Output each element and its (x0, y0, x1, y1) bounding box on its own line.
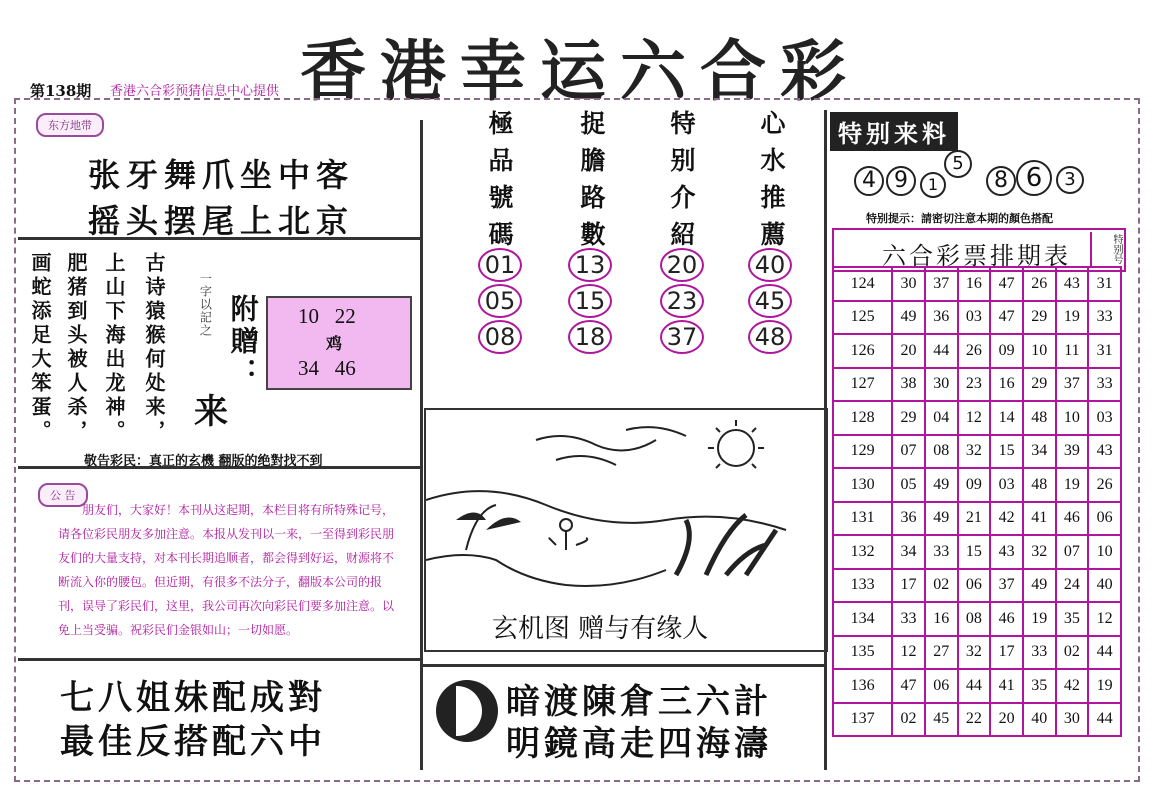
number-cell: 43 (1056, 267, 1089, 301)
gift-label: 附贈： (226, 294, 260, 390)
number-cell: 26 (1023, 267, 1056, 301)
number-cell: 30 (892, 267, 925, 301)
divider (18, 658, 420, 661)
special-digit: 8 (986, 166, 1016, 196)
number-cell: 20 (892, 334, 925, 368)
table-row (833, 535, 1121, 569)
number-cell: 34 (892, 535, 925, 569)
number-cell: 49 (925, 502, 958, 536)
gift-box (266, 296, 412, 390)
divider (420, 664, 824, 667)
vertical-poem-2: 上山下海出龙神。 (102, 252, 126, 444)
column-heading-4: 心水推薦 (757, 110, 786, 258)
table-row (833, 669, 1121, 703)
table-row (833, 401, 1121, 435)
number-cell: 16 (958, 267, 991, 301)
gift-number: 22 (334, 304, 356, 328)
special-number-cell: 10 (1088, 535, 1121, 569)
number-cell: 06 (925, 669, 958, 703)
number-cell: 42 (990, 502, 1023, 536)
number-cell: 23 (958, 368, 991, 402)
number-cell: 11 (1056, 334, 1089, 368)
number-cell: 04 (925, 401, 958, 435)
column-heading-2: 捉膽路數 (577, 110, 606, 258)
issue-cell: 127 (833, 368, 892, 402)
number-cell: 47 (990, 301, 1023, 335)
special-number-cell: 44 (1088, 703, 1121, 737)
number-cell: 02 (1056, 636, 1089, 670)
special-digit: 5 (944, 150, 972, 178)
number-cell: 49 (892, 301, 925, 335)
special-number-cell: 19 (1088, 669, 1121, 703)
divider (420, 120, 423, 770)
table-row (833, 703, 1121, 737)
number-cell: 42 (1056, 669, 1089, 703)
number-circle: 45 (748, 284, 792, 318)
special-number-cell: 03 (1088, 401, 1121, 435)
picture-caption: 玄机图 赠与有缘人 (492, 614, 709, 644)
schedule-table (832, 266, 1122, 737)
number-cell: 20 (990, 703, 1023, 737)
table-row (833, 502, 1121, 536)
number-cell: 32 (958, 435, 991, 469)
number-cell: 24 (1056, 569, 1089, 603)
special-digit: 9 (886, 166, 916, 196)
vertical-poem-1: 古诗猿猴何处来， (142, 252, 166, 444)
table-row (833, 435, 1121, 469)
special-number-cell: 31 (1088, 334, 1121, 368)
special-number-cell: 40 (1088, 569, 1121, 603)
number-cell: 06 (958, 569, 991, 603)
issue-cell: 131 (833, 502, 892, 536)
gift-number: 34 (298, 356, 319, 380)
issue-cell: 134 (833, 602, 892, 636)
number-cell: 10 (1056, 401, 1089, 435)
issue-cell: 124 (833, 267, 892, 301)
number-cell: 29 (1023, 368, 1056, 402)
number-cell: 45 (925, 703, 958, 737)
number-circle: 20 (660, 248, 704, 282)
number-cell: 40 (1023, 703, 1056, 737)
poem-line-1: 张牙舞爪坐中客 (88, 156, 355, 194)
number-circle: 23 (660, 284, 704, 318)
number-circle: 13 (568, 248, 612, 282)
number-circle: 15 (568, 284, 612, 318)
issue-cell: 136 (833, 669, 892, 703)
number-cell: 36 (892, 502, 925, 536)
notice-tag: 公 告 (38, 483, 88, 507)
number-cell: 30 (925, 368, 958, 402)
number-cell: 08 (958, 602, 991, 636)
number-cell: 29 (892, 401, 925, 435)
issue-number: 第138期 (30, 82, 92, 100)
number-cell: 10 (1023, 334, 1056, 368)
number-cell: 29 (1023, 301, 1056, 335)
couplet-left-2: 最佳反搭配六中 (60, 722, 326, 762)
number-cell: 12 (892, 636, 925, 670)
page-title: 香港幸运六合彩 (300, 32, 860, 110)
number-cell: 17 (990, 636, 1023, 670)
number-cell: 49 (1023, 569, 1056, 603)
number-cell: 03 (990, 468, 1023, 502)
gift-number: 10 (298, 304, 319, 328)
issue-cell: 137 (833, 703, 892, 737)
issue-cell: 132 (833, 535, 892, 569)
gift-answer: 来 (194, 392, 228, 432)
issue-cell: 133 (833, 569, 892, 603)
vertical-poem-4: 画蛇添足大笨蛋。 (28, 252, 52, 444)
column-heading-3: 特别介紹 (667, 110, 696, 258)
number-cell: 14 (990, 401, 1023, 435)
poem-line-2: 摇头摆尾上北京 (88, 202, 355, 240)
table-row (833, 301, 1121, 335)
number-cell: 21 (958, 502, 991, 536)
number-cell: 15 (990, 435, 1023, 469)
number-cell: 09 (990, 334, 1023, 368)
special-number-cell: 33 (1088, 368, 1121, 402)
number-cell: 41 (1023, 502, 1056, 536)
yin-yang-icon (436, 680, 498, 742)
table-row (833, 636, 1121, 670)
special-digit: 4 (854, 166, 884, 196)
warning-line: 敬告彩民：真正的玄機 翻版的绝對找不到 (84, 454, 323, 469)
number-cell: 30 (1056, 703, 1089, 737)
special-number-cell: 06 (1088, 502, 1121, 536)
number-cell: 48 (1023, 468, 1056, 502)
special-digit: 3 (1056, 166, 1084, 194)
section-tag: 东方地带 (36, 113, 104, 137)
couplet-middle-2: 明鏡高走四海濤 (506, 724, 772, 764)
number-cell: 47 (892, 669, 925, 703)
number-cell: 15 (958, 535, 991, 569)
number-cell: 41 (990, 669, 1023, 703)
gift-zodiac: 鸡 (326, 334, 343, 353)
number-cell: 38 (892, 368, 925, 402)
number-cell: 07 (1056, 535, 1089, 569)
issue-cell: 128 (833, 401, 892, 435)
number-cell: 27 (925, 636, 958, 670)
special-hint: 特别提示：請密切注意本期的顏色搭配 (866, 212, 1053, 225)
hint-picture-panel (424, 408, 828, 652)
column-heading-1: 極品號碼 (485, 110, 514, 258)
couplet-left-1: 七八姐妹配成對 (60, 678, 326, 718)
number-cell: 37 (990, 569, 1023, 603)
issue-cell: 129 (833, 435, 892, 469)
number-cell: 33 (892, 602, 925, 636)
special-digit: 6 (1016, 160, 1052, 196)
special-title: 特别来料 (830, 112, 958, 151)
gift-side-text: 一字以記之 (198, 272, 213, 337)
number-circle: 37 (660, 320, 704, 354)
special-number-cell: 44 (1088, 636, 1121, 670)
number-cell: 33 (925, 535, 958, 569)
number-cell: 47 (990, 267, 1023, 301)
number-cell: 48 (1023, 401, 1056, 435)
number-cell: 46 (1056, 502, 1089, 536)
issue-cell: 135 (833, 636, 892, 670)
number-cell: 32 (958, 636, 991, 670)
number-cell: 19 (1056, 468, 1089, 502)
number-cell: 39 (1056, 435, 1089, 469)
schedule-title: 六合彩票排期表 (882, 242, 1071, 270)
number-cell: 37 (1056, 368, 1089, 402)
number-cell: 49 (925, 468, 958, 502)
number-cell: 34 (1023, 435, 1056, 469)
number-cell: 19 (1056, 301, 1089, 335)
special-number-cell: 31 (1088, 267, 1121, 301)
number-cell: 26 (958, 334, 991, 368)
number-cell: 08 (925, 435, 958, 469)
number-circle: 40 (748, 248, 792, 282)
number-cell: 02 (925, 569, 958, 603)
number-cell: 17 (892, 569, 925, 603)
notice-text: 朋友们，大家好！本刊从这起期，本栏目将有所特殊记号，请各位彩民朋友多加注意。本报从发刊以一来，一至得到彩民朋友们的大量支持，对本刊长期追顺者，都会得到好运，财源将不断流入你的腰包。但近期，有很多不法分子，翻版本公司的报刊，误导了彩民们，这里，我公司再次向彩民们要多加注意。以免上当受骗。祝彩民们金银如山；一切如愿。 (58, 503, 395, 637)
table-row (833, 368, 1121, 402)
number-cell: 05 (892, 468, 925, 502)
number-cell: 44 (925, 334, 958, 368)
sponsor-line: 香港六合彩预猜信息中心提供 (110, 84, 280, 99)
table-row (833, 334, 1121, 368)
number-cell: 37 (925, 267, 958, 301)
table-row (833, 267, 1121, 301)
issue-cell: 126 (833, 334, 892, 368)
special-number-cell: 43 (1088, 435, 1121, 469)
special-number-label: 特别号 (1090, 232, 1122, 266)
number-cell: 43 (990, 535, 1023, 569)
number-cell: 16 (990, 368, 1023, 402)
special-number-cell: 12 (1088, 602, 1121, 636)
number-circle: 18 (568, 320, 612, 354)
number-circle: 01 (478, 248, 522, 282)
number-cell: 44 (958, 669, 991, 703)
number-cell: 03 (958, 301, 991, 335)
table-row (833, 569, 1121, 603)
gift-number: 46 (334, 356, 356, 380)
number-cell: 33 (1023, 636, 1056, 670)
number-cell: 02 (892, 703, 925, 737)
issue-cell: 130 (833, 468, 892, 502)
number-cell: 07 (892, 435, 925, 469)
number-cell: 46 (990, 602, 1023, 636)
vertical-poem-3: 肥猪到头被人杀， (64, 252, 88, 444)
number-cell: 16 (925, 602, 958, 636)
issue-cell: 125 (833, 301, 892, 335)
number-circle: 08 (478, 320, 522, 354)
number-cell: 35 (1056, 602, 1089, 636)
number-cell: 32 (1023, 535, 1056, 569)
sun-icon (718, 430, 754, 466)
number-circle: 05 (478, 284, 522, 318)
special-number-cell: 26 (1088, 468, 1121, 502)
number-cell: 19 (1023, 602, 1056, 636)
special-number-cell: 33 (1088, 301, 1121, 335)
number-cell: 09 (958, 468, 991, 502)
number-circle: 48 (748, 320, 792, 354)
couplet-middle-1: 暗渡陳倉三六計 (506, 682, 772, 722)
number-cell: 12 (958, 401, 991, 435)
table-row (833, 602, 1121, 636)
number-cell: 22 (958, 703, 991, 737)
number-cell: 35 (1023, 669, 1056, 703)
special-digit: 1 (920, 172, 946, 198)
table-row (833, 468, 1121, 502)
number-cell: 36 (925, 301, 958, 335)
